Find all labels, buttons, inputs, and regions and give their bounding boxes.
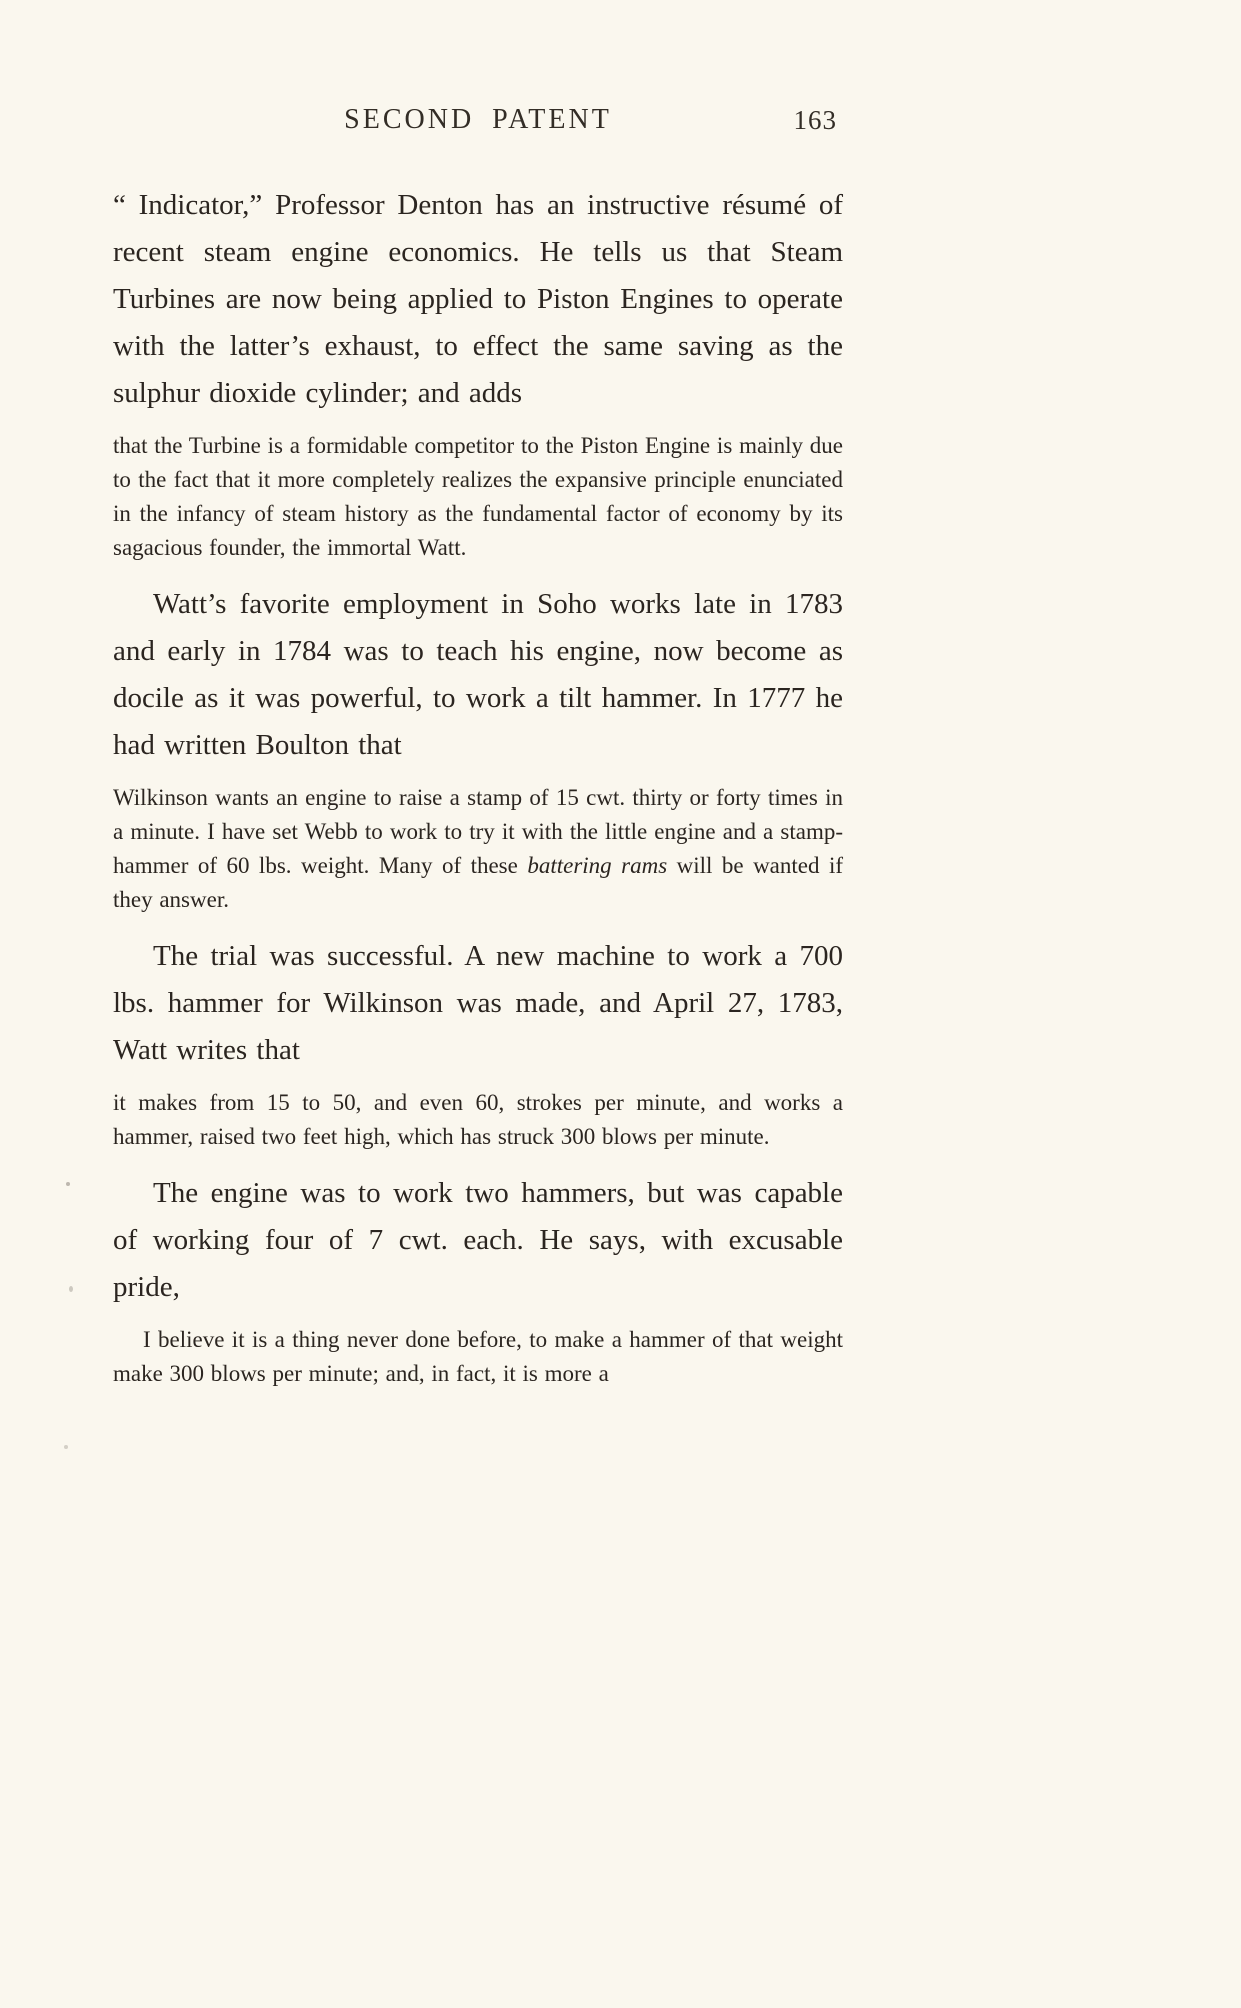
block-quote-strokes: it makes from 15 to 50, and even 60, strokes per minute, and works a hammer, raised two feet high, which has struck 300 blows per minute. xyxy=(113,1090,843,1149)
page-number: 163 xyxy=(793,105,837,135)
paragraph-indicator: “ Indicator,” Professor Denton has an instructive résumé of recent steam engine economics. He tells us that Steam Turbines are now being applied to Piston Engines to operate with the latter’s exhaust, to effect the same saving as the sulphur dioxide cylinder; and adds xyxy=(113,189,843,409)
quote-text-italic: battering rams xyxy=(527,853,668,878)
block-quote-turbine: that the Turbine is a formidable competitor to the Piston Engine is mainly due to the fact that it more completely realizes the expansive principle enunciated in the infancy of steam history as the fundamental factor of economy by its sagacious founder, the immortal Watt. xyxy=(113,433,843,560)
block-quote-wilkinson xyxy=(113,781,843,917)
scan-speck xyxy=(64,1445,68,1449)
paragraph-engine-hammers: The engine was to work two hammers, but was capable of working four of 7 cwt. each. He says, with excusable pride, xyxy=(113,1177,843,1303)
page-content xyxy=(113,104,843,1407)
paragraph-trial: The trial was successful. A new machine to work a 700 lbs. hammer for Wilkinson was made, and April 27, 1783, Watt writes that xyxy=(113,940,843,1066)
running-head: SECOND PATENT xyxy=(344,104,612,135)
block-quote-believe: I believe it is a thing never done before, to make a hammer of that weight make 300 blows per minute; and, in fact, it is more a xyxy=(113,1327,843,1386)
quote-text-pre: Wilkinson wants an engine to raise a stamp of 15 cwt. thirty or forty times in a minute. I have set Webb to work to try it with the little engine and a stamp-hammer of 60 lbs. weight. Many of these xyxy=(113,785,843,878)
quote-text-post: will be wanted if they answer. xyxy=(113,853,844,912)
scan-speck xyxy=(69,1286,73,1292)
page-header xyxy=(113,104,843,148)
scan-speck xyxy=(66,1182,70,1186)
paragraph-watts-favorite: Watt’s favorite employment in Soho works late in 1783 and early in 1784 was to teach his engine, now become as docile as it was powerful, to work a tilt hammer. In 1777 he had written Boulton that xyxy=(113,588,843,761)
